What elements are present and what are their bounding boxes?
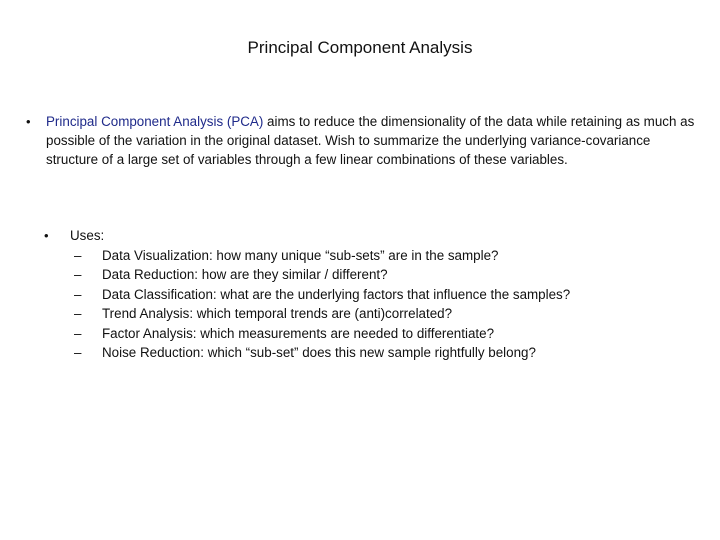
- list-item-text: Trend Analysis: which temporal trends are (anti)correlated?: [102, 306, 453, 321]
- list-item-text: Data Classification: what are the underlying factors that influence the samples?: [102, 286, 571, 302]
- list-item-text: Data Visualization: how many unique “sub-sets” are in the sample?: [102, 247, 499, 263]
- main-bullet-body: aims to reduce the dimensionality of the data while retaining as much as possible of the variation in the original dataset. Wish to summarize the underlying variance-covariance structure of a large set of variables through a few linear combinations of these variables.: [46, 114, 695, 167]
- uses-section: [44, 226, 684, 363]
- list-item: [70, 304, 684, 324]
- list-item: [70, 246, 684, 266]
- dash-marker: –: [74, 267, 82, 282]
- main-bullet-text: [46, 112, 706, 169]
- dash-marker: –: [74, 325, 82, 341]
- list-item: [70, 324, 684, 344]
- dash-marker: –: [74, 345, 82, 360]
- bullet-marker: •: [26, 114, 31, 129]
- uses-content: [70, 226, 684, 363]
- uses-bullet-marker: •: [44, 228, 49, 243]
- list-item-text: Factor Analysis: which measurements are needed to differentiate?: [102, 325, 495, 341]
- dash-marker: –: [74, 286, 82, 302]
- list-item-text: Data Reduction: how are they similar / different?: [102, 267, 388, 282]
- uses-list: [70, 246, 684, 363]
- dash-marker: –: [74, 247, 82, 263]
- pca-highlight: Principal Component Analysis (PCA): [46, 114, 264, 129]
- slide-title: Principal Component Analysis: [247, 38, 473, 57]
- main-bullet: [26, 112, 706, 169]
- list-item: [70, 343, 684, 363]
- list-item-text: Noise Reduction: which “sub-set” does this new sample rightfully belong?: [102, 345, 536, 360]
- uses-heading: Uses:: [70, 228, 105, 243]
- dash-marker: –: [74, 306, 82, 321]
- list-item: [70, 265, 684, 285]
- list-item: [70, 285, 684, 305]
